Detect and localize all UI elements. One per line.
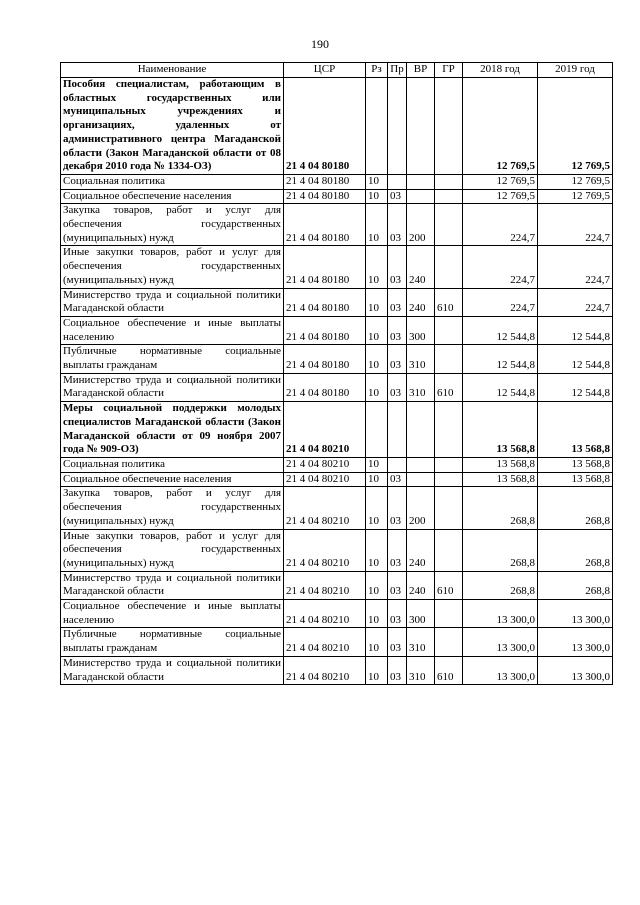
cell-2019: 268,8	[538, 487, 613, 529]
cell-pr: 03	[388, 288, 407, 316]
cell-rz: 10	[366, 487, 388, 529]
cell-gr	[435, 472, 463, 487]
cell-pr	[388, 402, 407, 458]
cell-2019: 12 544,8	[538, 373, 613, 401]
cell-pr: 03	[388, 529, 407, 571]
cell-pr: 03	[388, 345, 407, 373]
cell-rz: 10	[366, 628, 388, 656]
cell-csr: 21 4 04 80210	[284, 472, 366, 487]
table-row	[61, 316, 613, 344]
cell-name: Меры социальной поддержки молодых специалистов Магаданской области (Закон Магаданской области от 09 ноября 2007 года № 909-ОЗ)	[61, 402, 284, 458]
cell-gr: 610	[435, 373, 463, 401]
column-header-pr: Пр	[388, 63, 407, 78]
cell-vr: 240	[407, 246, 435, 288]
cell-2018: 224,7	[463, 204, 538, 246]
table-row	[61, 529, 613, 571]
cell-2018: 13 568,8	[463, 472, 538, 487]
cell-2018: 12 544,8	[463, 316, 538, 344]
cell-2019: 12 769,5	[538, 174, 613, 189]
table-row	[61, 345, 613, 373]
cell-csr: 21 4 04 80210	[284, 529, 366, 571]
cell-gr: 610	[435, 571, 463, 599]
table-row-section	[61, 402, 613, 458]
column-header-rz: Рз	[366, 63, 388, 78]
cell-pr	[388, 457, 407, 472]
cell-name: Социальное обеспечение населения	[61, 472, 284, 487]
cell-name: Закупка товаров, работ и услуг для обеспечения государственных (муниципальных) нужд	[61, 487, 284, 529]
cell-rz: 10	[366, 656, 388, 684]
cell-rz: 10	[366, 174, 388, 189]
cell-vr	[407, 457, 435, 472]
cell-csr: 21 4 04 80210	[284, 402, 366, 458]
cell-rz: 10	[366, 529, 388, 571]
cell-pr: 03	[388, 656, 407, 684]
cell-2018: 13 568,8	[463, 457, 538, 472]
cell-2018: 268,8	[463, 529, 538, 571]
cell-gr	[435, 402, 463, 458]
cell-name: Социальное обеспечение населения	[61, 189, 284, 204]
cell-2018: 13 300,0	[463, 600, 538, 628]
cell-vr	[407, 78, 435, 175]
budget-table	[60, 62, 613, 685]
cell-vr: 310	[407, 373, 435, 401]
cell-csr: 21 4 04 80180	[284, 78, 366, 175]
cell-csr: 21 4 04 80210	[284, 457, 366, 472]
cell-vr: 310	[407, 628, 435, 656]
cell-rz: 10	[366, 571, 388, 599]
table-body	[61, 78, 613, 685]
cell-csr: 21 4 04 80180	[284, 316, 366, 344]
cell-gr	[435, 345, 463, 373]
cell-2019: 12 769,5	[538, 189, 613, 204]
cell-gr	[435, 316, 463, 344]
column-header-vr: ВР	[407, 63, 435, 78]
cell-rz: 10	[366, 472, 388, 487]
cell-2018: 12 544,8	[463, 345, 538, 373]
cell-rz	[366, 402, 388, 458]
cell-gr	[435, 457, 463, 472]
cell-pr	[388, 78, 407, 175]
cell-name: Министерство труда и социальной политики Магаданской области	[61, 656, 284, 684]
cell-rz: 10	[366, 373, 388, 401]
cell-2018: 13 300,0	[463, 656, 538, 684]
cell-vr: 240	[407, 288, 435, 316]
cell-csr: 21 4 04 80180	[284, 204, 366, 246]
column-header-name: Наименование	[61, 63, 284, 78]
column-header-2018: 2018 год	[463, 63, 538, 78]
cell-2019: 12 544,8	[538, 345, 613, 373]
cell-2019: 268,8	[538, 571, 613, 599]
cell-csr: 21 4 04 80210	[284, 656, 366, 684]
cell-2019: 13 568,8	[538, 472, 613, 487]
cell-2018: 224,7	[463, 288, 538, 316]
cell-2019: 12 769,5	[538, 78, 613, 175]
column-header-csr: ЦСР	[284, 63, 366, 78]
cell-vr: 300	[407, 316, 435, 344]
cell-name: Закупка товаров, работ и услуг для обеспечения государственных (муниципальных) нужд	[61, 204, 284, 246]
cell-pr	[388, 174, 407, 189]
cell-name: Иные закупки товаров, работ и услуг для обеспечения государственных (муниципальных) нужд	[61, 246, 284, 288]
cell-vr	[407, 189, 435, 204]
cell-name: Министерство труда и социальной политики Магаданской области	[61, 571, 284, 599]
cell-vr: 300	[407, 600, 435, 628]
cell-2019: 13 568,8	[538, 457, 613, 472]
table-row	[61, 472, 613, 487]
cell-name: Публичные нормативные социальные выплаты гражданам	[61, 345, 284, 373]
cell-csr: 21 4 04 80180	[284, 246, 366, 288]
cell-2018: 13 568,8	[463, 402, 538, 458]
cell-gr	[435, 189, 463, 204]
cell-vr: 310	[407, 345, 435, 373]
cell-rz: 10	[366, 600, 388, 628]
cell-gr	[435, 246, 463, 288]
cell-pr: 03	[388, 373, 407, 401]
cell-2018: 12 769,5	[463, 174, 538, 189]
cell-2018: 13 300,0	[463, 628, 538, 656]
cell-rz	[366, 78, 388, 175]
table-row	[61, 600, 613, 628]
table-row	[61, 656, 613, 684]
cell-csr: 21 4 04 80180	[284, 345, 366, 373]
table-row	[61, 487, 613, 529]
cell-csr: 21 4 04 80210	[284, 571, 366, 599]
cell-2018: 12 769,5	[463, 189, 538, 204]
cell-pr: 03	[388, 472, 407, 487]
cell-pr: 03	[388, 487, 407, 529]
cell-csr: 21 4 04 80180	[284, 288, 366, 316]
cell-2019: 224,7	[538, 204, 613, 246]
cell-name: Социальное обеспечение и иные выплаты населению	[61, 600, 284, 628]
cell-gr: 610	[435, 656, 463, 684]
cell-gr	[435, 628, 463, 656]
table-row-section	[61, 78, 613, 175]
cell-pr: 03	[388, 571, 407, 599]
cell-pr: 03	[388, 316, 407, 344]
cell-2018: 12 769,5	[463, 78, 538, 175]
cell-2018: 224,7	[463, 246, 538, 288]
cell-gr	[435, 204, 463, 246]
cell-rz: 10	[366, 204, 388, 246]
cell-rz: 10	[366, 288, 388, 316]
cell-rz: 10	[366, 345, 388, 373]
cell-gr: 610	[435, 288, 463, 316]
cell-name: Публичные нормативные социальные выплаты гражданам	[61, 628, 284, 656]
cell-csr: 21 4 04 80180	[284, 373, 366, 401]
cell-pr: 03	[388, 246, 407, 288]
cell-rz: 10	[366, 189, 388, 204]
cell-2018: 12 544,8	[463, 373, 538, 401]
cell-2019: 224,7	[538, 288, 613, 316]
cell-csr: 21 4 04 80210	[284, 628, 366, 656]
cell-2019: 13 300,0	[538, 600, 613, 628]
cell-csr: 21 4 04 80180	[284, 189, 366, 204]
table-row	[61, 373, 613, 401]
cell-rz: 10	[366, 316, 388, 344]
cell-vr	[407, 402, 435, 458]
cell-pr: 03	[388, 189, 407, 204]
cell-name: Социальная политика	[61, 174, 284, 189]
table-row	[61, 628, 613, 656]
table-row	[61, 204, 613, 246]
cell-csr: 21 4 04 80210	[284, 487, 366, 529]
cell-rz: 10	[366, 246, 388, 288]
cell-vr	[407, 472, 435, 487]
cell-name: Социальное обеспечение и иные выплаты населению	[61, 316, 284, 344]
table-row	[61, 457, 613, 472]
cell-gr	[435, 78, 463, 175]
cell-csr: 21 4 04 80210	[284, 600, 366, 628]
cell-gr	[435, 600, 463, 628]
cell-2019: 12 544,8	[538, 316, 613, 344]
cell-name: Министерство труда и социальной политики Магаданской области	[61, 373, 284, 401]
cell-vr: 310	[407, 656, 435, 684]
cell-name: Министерство труда и социальной политики Магаданской области	[61, 288, 284, 316]
cell-name: Пособия специалистам, работающим в областных государственных или муниципальных учреждениях и организациях, удаленных от административного центра Магаданской области (Закон Магаданской области от 08 декабря 2010 года № 1334-ОЗ)	[61, 78, 284, 175]
table-row	[61, 189, 613, 204]
cell-2019: 224,7	[538, 246, 613, 288]
cell-2018: 268,8	[463, 487, 538, 529]
column-header-2019: 2019 год	[538, 63, 613, 78]
cell-gr	[435, 174, 463, 189]
cell-pr: 03	[388, 600, 407, 628]
table-header-row	[61, 63, 613, 78]
table-row	[61, 246, 613, 288]
cell-2019: 13 300,0	[538, 656, 613, 684]
table-row	[61, 571, 613, 599]
cell-2019: 13 300,0	[538, 628, 613, 656]
cell-name: Социальная политика	[61, 457, 284, 472]
cell-pr: 03	[388, 628, 407, 656]
table-row	[61, 174, 613, 189]
cell-name: Иные закупки товаров, работ и услуг для обеспечения государственных (муниципальных) нужд	[61, 529, 284, 571]
cell-gr	[435, 529, 463, 571]
cell-2019: 268,8	[538, 529, 613, 571]
cell-2018: 268,8	[463, 571, 538, 599]
cell-rz: 10	[366, 457, 388, 472]
cell-pr: 03	[388, 204, 407, 246]
cell-vr: 240	[407, 529, 435, 571]
cell-vr: 200	[407, 204, 435, 246]
table-row	[61, 288, 613, 316]
column-header-gr: ГР	[435, 63, 463, 78]
cell-2019: 13 568,8	[538, 402, 613, 458]
cell-gr	[435, 487, 463, 529]
page-number: 190	[311, 37, 329, 51]
cell-vr: 200	[407, 487, 435, 529]
cell-vr: 240	[407, 571, 435, 599]
cell-csr: 21 4 04 80180	[284, 174, 366, 189]
cell-vr	[407, 174, 435, 189]
